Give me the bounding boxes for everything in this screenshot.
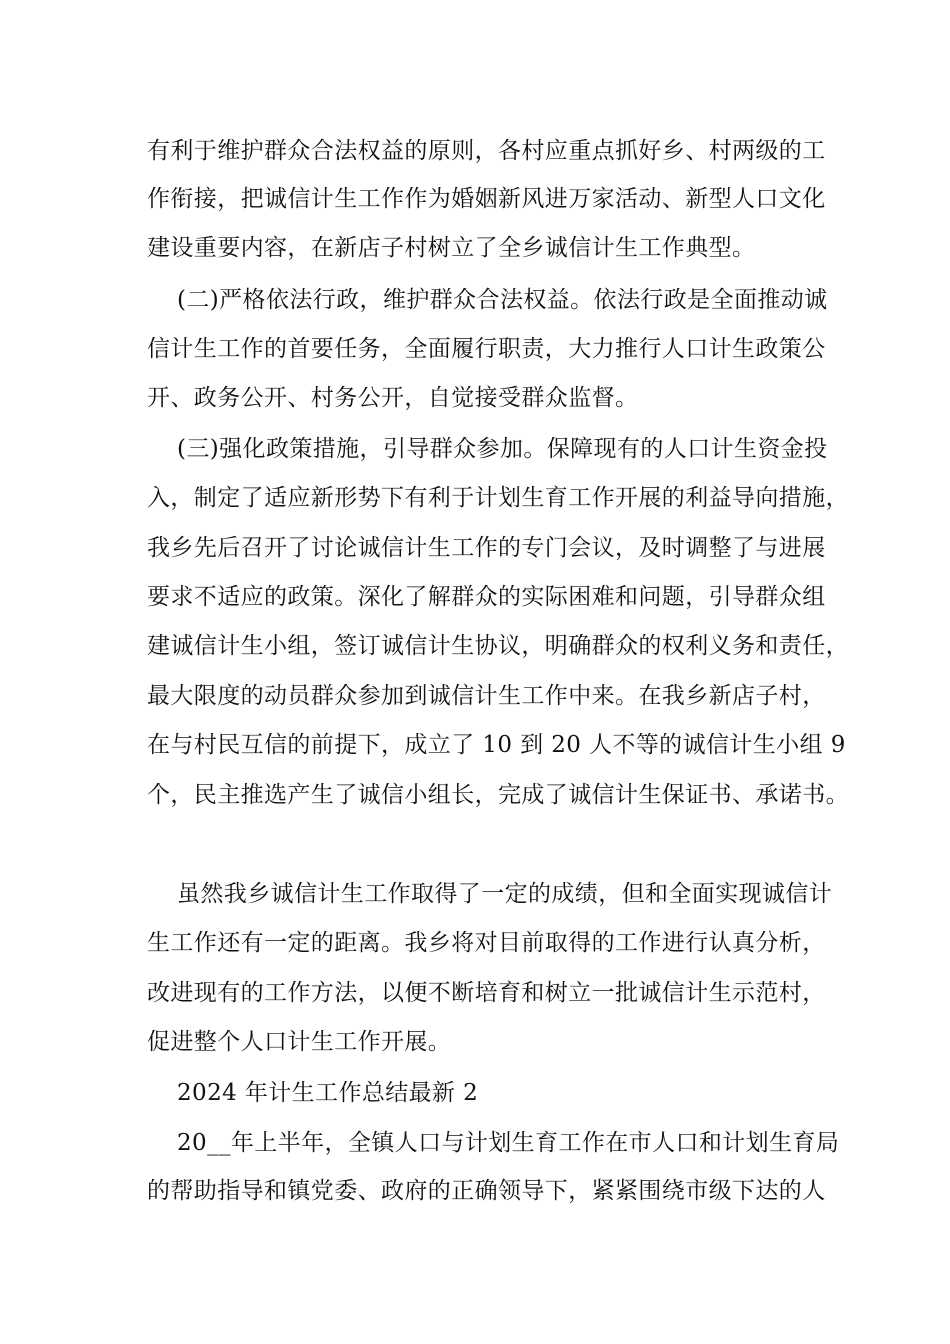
text-line: 生工作还有一定的距离。我乡将对目前取得的工作进行认真分析， <box>147 930 826 956</box>
text-line: 在与村民互信的前提下，成立了 10 到 20 人不等的诚信计生小组 9 <box>147 732 846 758</box>
text-line: 的帮助指导和镇党委、政府的正确领导下，紧紧围绕市级下达的人 <box>147 1178 826 1204</box>
text-line: 改进现有的工作方法，以便不断培育和树立一批诚信计生示范村， <box>147 980 826 1006</box>
text-line: 作衔接，把诚信计生工作作为婚姻新风进万家活动、新型人口文化 <box>147 186 826 212</box>
text-line: 有利于维护群众合法权益的原则，各村应重点抓好乡、村两级的工 <box>147 138 826 164</box>
text-line: 虽然我乡诚信计生工作取得了一定的成绩，但和全面实现诚信计 <box>177 881 833 907</box>
text-line: (二)严格依法行政，维护群众合法权益。依法行政是全面推动诚 <box>177 287 828 313</box>
text-line: 20__年上半年，全镇人口与计划生育工作在市人口和计划生育局 <box>177 1130 840 1156</box>
section-heading: 2024 年计生工作总结最新 2 <box>177 1080 479 1106</box>
text-line: 我乡先后召开了讨论诚信计生工作的专门会议，及时调整了与进展 <box>147 535 826 561</box>
text-line: 要求不适应的政策。深化了解群众的实际困难和问题，引导群众组 <box>147 584 826 610</box>
text-line: 最大限度的动员群众参加到诚信计生工作中来。在我乡新店子村， <box>147 683 826 709</box>
text-line: 建设重要内容，在新店子村树立了全乡诚信计生工作典型。 <box>147 235 756 261</box>
text-line: 开、政务公开、村务公开，自觉接受群众监督。 <box>147 385 639 411</box>
text-line: 个，民主推选产生了诚信小组长，完成了诚信计生保证书、承诺书。 <box>147 782 849 808</box>
text-line: 建诚信计生小组，签订诚信计生协议，明确群众的权利义务和责任， <box>147 633 849 659</box>
text-line: 入，制定了适应新形势下有利于计划生育工作开展的利益导向措施， <box>147 485 849 511</box>
text-line: 信计生工作的首要任务，全面履行职责，大力推行人口计生政策公 <box>147 336 826 362</box>
text-line: 促进整个人口计生工作开展。 <box>147 1029 452 1055</box>
text-line: (三)强化政策措施，引导群众参加。保障现有的人口计生资金投 <box>177 436 828 462</box>
